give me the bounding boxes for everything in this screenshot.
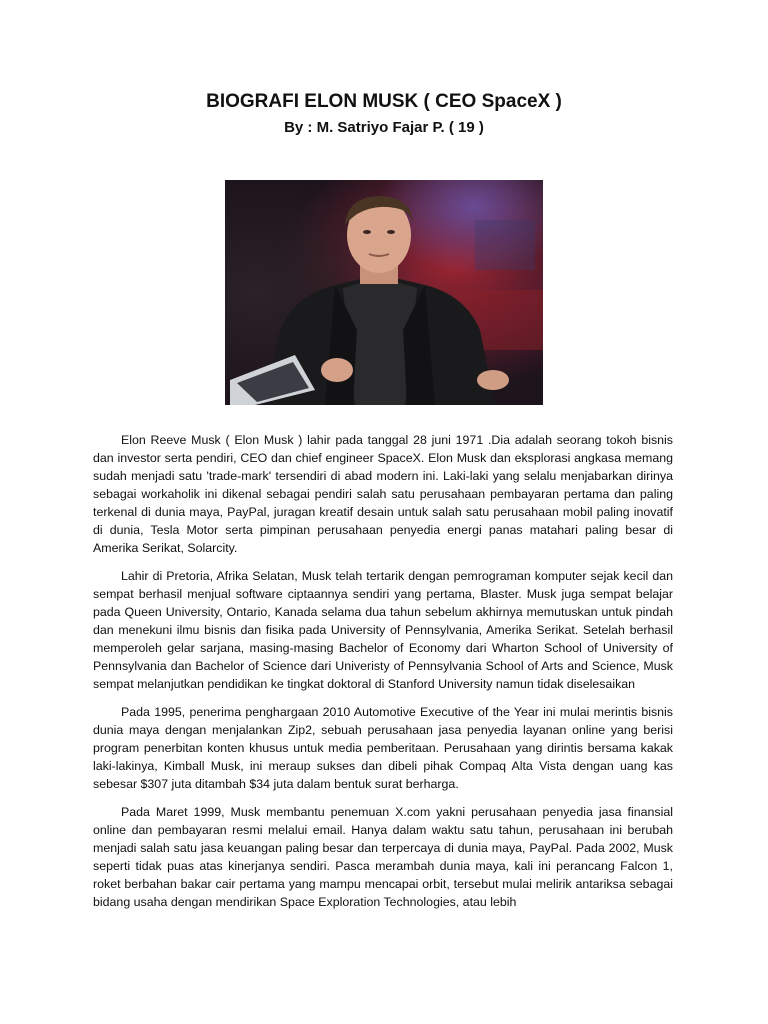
portrait-photo xyxy=(225,180,543,405)
hand-shape xyxy=(321,358,353,382)
paragraph-2: Lahir di Pretoria, Afrika Selatan, Musk telah tertarik dengan pemrograman komputer sejak kecil dan sempat berhasil menjual software ciptaannya sendiri yang pertama, Blaster. Musk juga sempat belajar pada Queen University, Ontario, Kanada selama dua tahun sebelum akhirnya memutuskan untuk pindah dan menekuni ilmu bisnis dan fisika pada University of Pennsylvania, Amerika Serikat. Setelah berhasil memperoleh gelar sarjana, masing-masing Bachelor of Economy dari Wharton School of University of Pennsylvania dan Bachelor of Science dari Univeristy of Pennsylvania School of Arts and Science, Musk sempat melanjutkan pendidikan ke tingkat doktoral di Stanford University namun tidak diselesaikan xyxy=(93,569,673,691)
document-title: BIOGRAFI ELON MUSK ( CEO SpaceX ) xyxy=(206,91,562,112)
body-text xyxy=(93,431,673,921)
paragraph-1: Elon Reeve Musk ( Elon Musk ) lahir pada tanggal 28 juni 1971 .Dia adalah seorang tokoh bisnis dan investor serta pendiri, CEO dan chief engineer SpaceX. Elon Musk dan eksplorasi angkasa memang sudah menjadi satu 'trade-mark' tersendiri di abad modern ini. Laki-laki yang selalu menjabarkan dirinya sebagai workaholik ini dikenal sebagai pendiri salah satu perusahaan pembayaran pertama dan paling terkenal di dunia maya, PayPal, juragan kreatif desain untuk salah satu perusahaan mobil paling inovatif di dunia, Tesla Motor serta pimpinan perusahaan penyedia energi panas matahari paling besar di Amerika Serikat, Solarcity. xyxy=(93,433,673,555)
document-subtitle: By : M. Satriyo Fajar P. ( 19 ) xyxy=(284,119,484,136)
paragraph-3: Pada 1995, penerima penghargaan 2010 Automotive Executive of the Year ini mulai merintis bisnis dunia maya dengan menjalankan Zip2, sebuah perusahaan jasa penyedia layanan online yang berisi program penerbitan konten khusus untuk media pemberitaan. Perusahaan yang dirintis bersama kakak laki-lakinya, Kimball Musk, ini meraup sukses dan dibeli pihak Compaq Alta Vista dengan uang kas sebesar $307 juta ditambah $34 juta dalam bentuk surat berharga. xyxy=(93,705,673,791)
paragraph-4: Pada Maret 1999, Musk membantu penemuan X.com yakni perusahaan penyedia jasa finansial online dan pembayaran resmi melalui email. Hanya dalam waktu satu tahun, perusahaan ini berubah menjadi salah satu jasa keuangan paling besar dan terpercaya di dunia maya, PayPal. Pada 2002, Musk seperti tidak puas atas kinerjanya sendiri. Pasca merambah dunia maya, kali ini perancang Falcon 1, roket berbahan bakar cair pertama yang mampu mencapai orbit, tersebut mulai melirik antariksa sebagai bidang usaha dengan mendirikan Space Exploration Technologies, atau lebih xyxy=(93,805,673,909)
